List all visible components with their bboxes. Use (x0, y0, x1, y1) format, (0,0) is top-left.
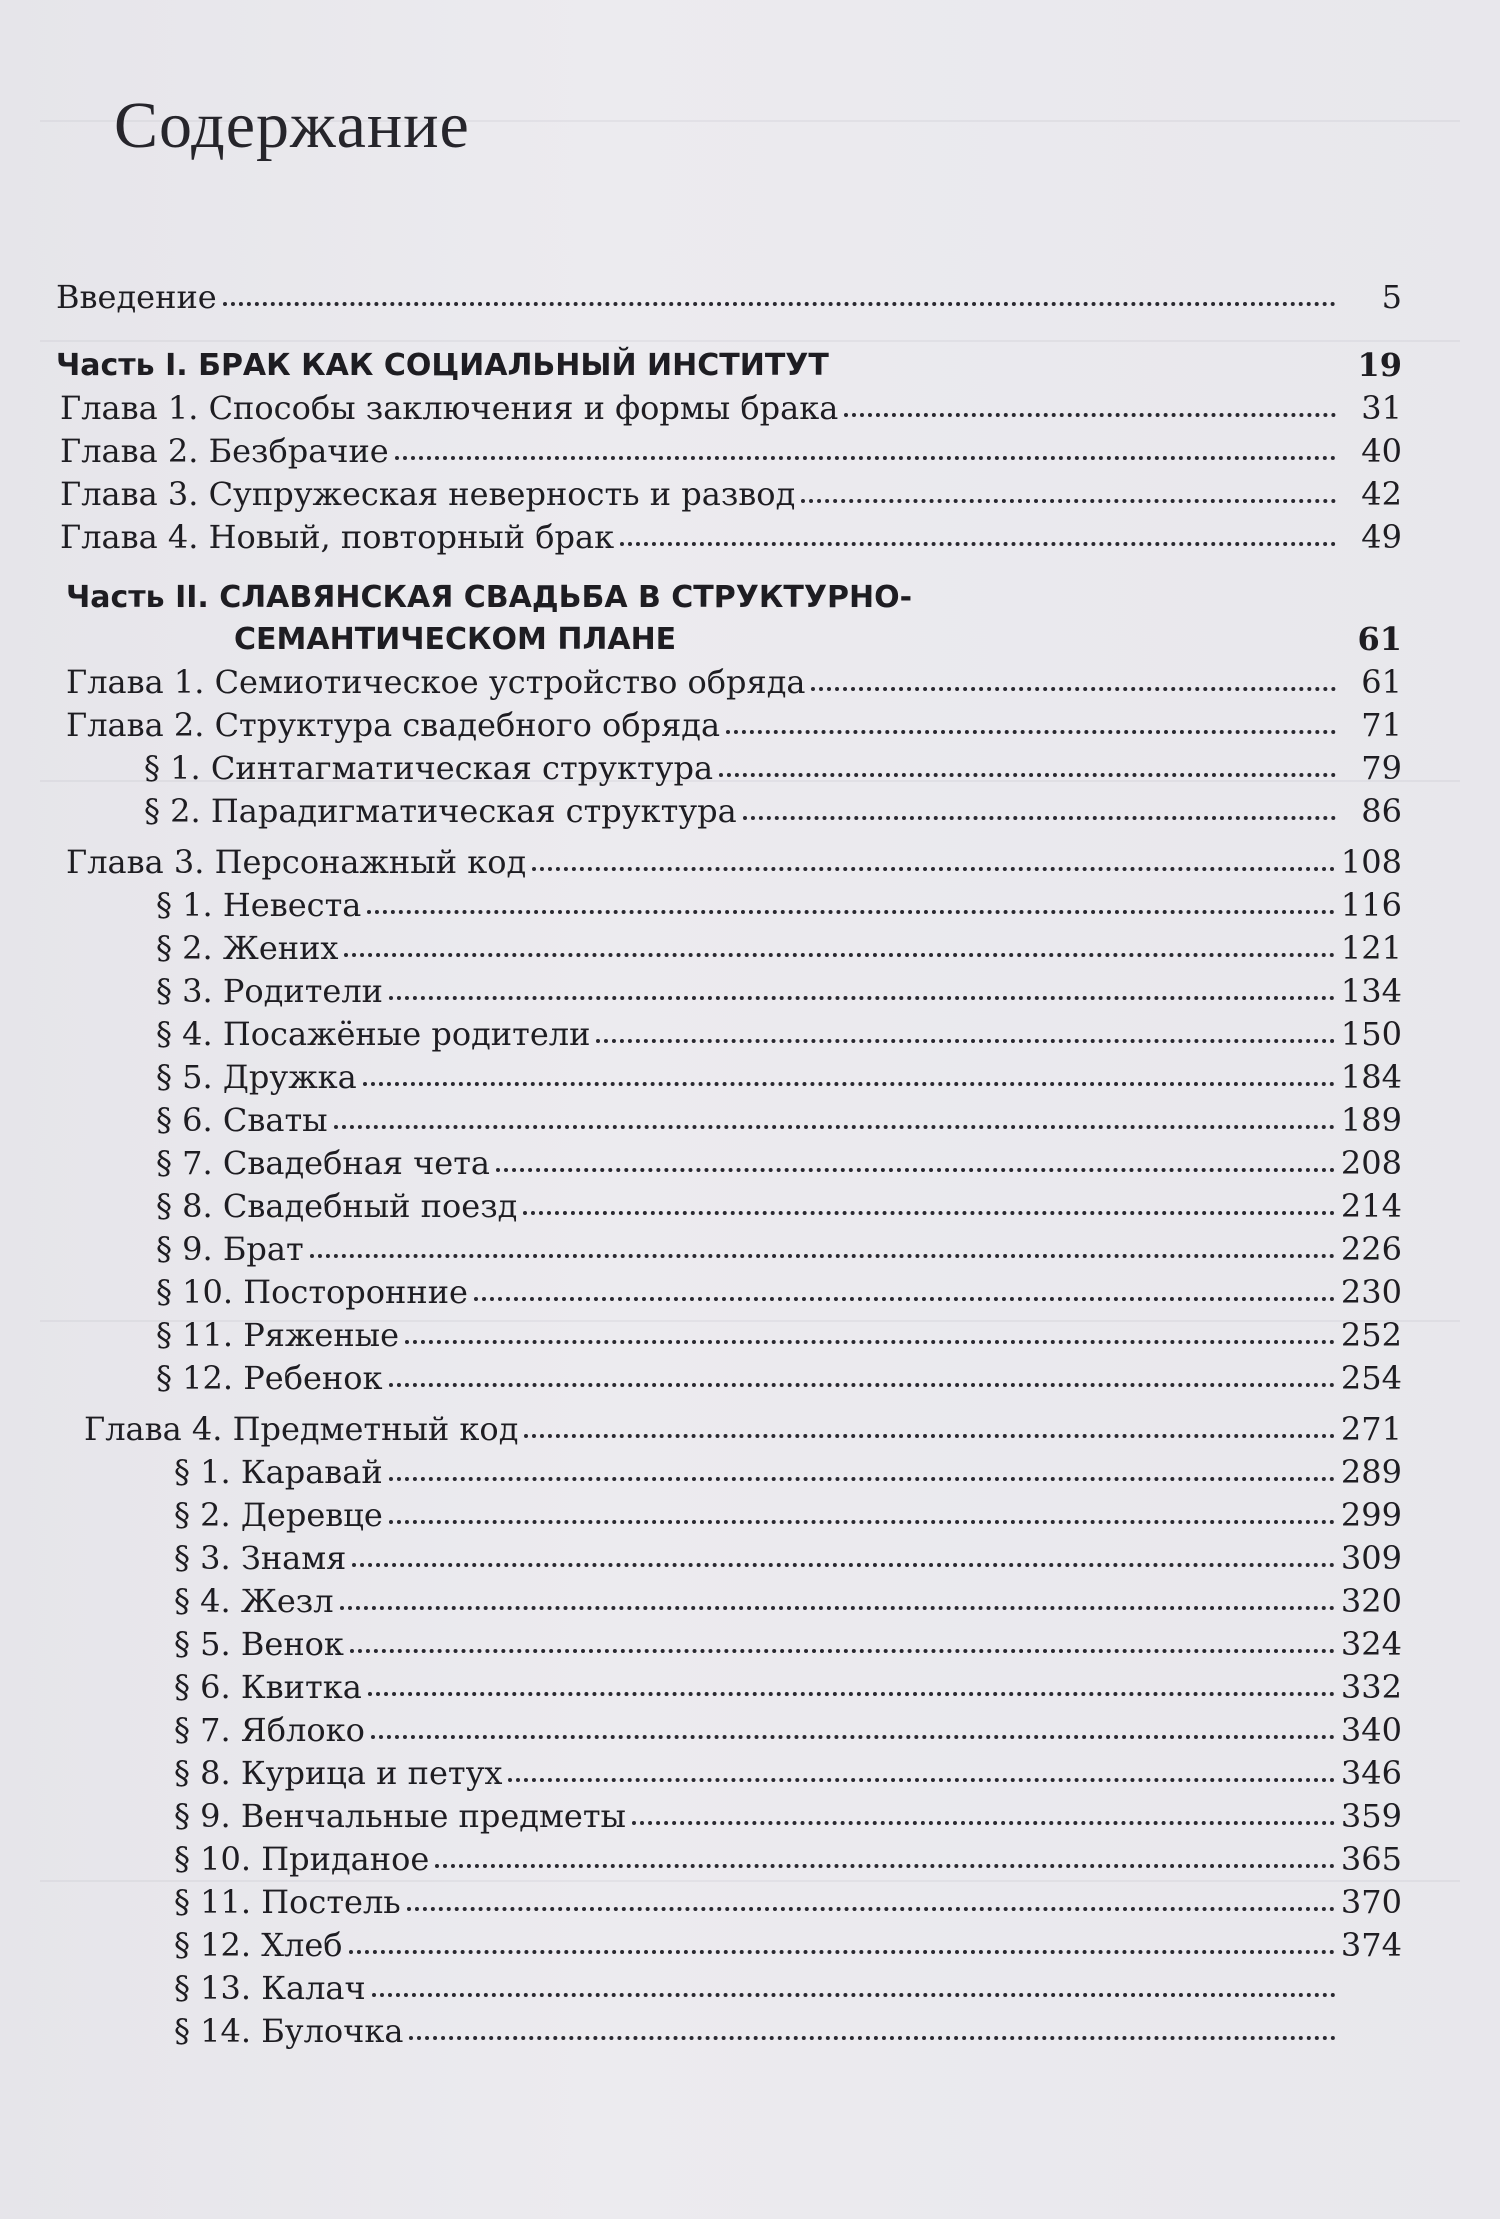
leader-dots (350, 1639, 1335, 1653)
toc-entry-label: § 9. Венчальные предметы (174, 1797, 626, 1835)
toc-entry-label: § 6. Сваты (156, 1101, 328, 1139)
leader-dots (496, 1158, 1335, 1172)
toc-entry-label: Глава 3. Супружеская неверность и развод (60, 475, 796, 513)
toc-entry[interactable] (56, 1967, 1402, 2010)
leader-dots (409, 2026, 1336, 2040)
toc-entry-page: 370 (1340, 1883, 1402, 1921)
chapter-3-sections (56, 884, 1402, 1400)
toc-entry[interactable] (56, 1271, 1402, 1314)
leader-dots (811, 677, 1336, 691)
toc-entry-label: Глава 2. Безбрачие (60, 432, 389, 470)
toc-entry[interactable] (56, 1185, 1402, 1228)
toc-entry-page: 252 (1340, 1316, 1402, 1354)
leader-dots (508, 1768, 1334, 1782)
leader-dots (596, 1029, 1335, 1043)
toc-entry[interactable] (56, 1228, 1402, 1271)
toc-entry-page: 150 (1340, 1015, 1402, 1053)
leader-dots (801, 489, 1336, 503)
leader-dots (223, 292, 1336, 306)
toc-entry-page: 49 (1361, 518, 1402, 556)
toc-entry[interactable] (56, 1752, 1402, 1795)
toc-entry-label: § 3. Знамя (174, 1539, 347, 1577)
toc-entry-label: § 13. Калач (174, 1969, 366, 2007)
toc-entry-label: § 11. Ряженые (156, 1316, 400, 1354)
toc-entry-page: 134 (1340, 972, 1402, 1010)
toc-entry-page: 79 (1361, 749, 1402, 787)
toc-entry-label: § 2. Жених (156, 929, 339, 967)
toc-entry-label: § 8. Курица и петух (174, 1754, 503, 1792)
leader-dots (372, 1983, 1336, 1997)
toc-entry[interactable] (56, 1314, 1402, 1357)
leader-dots (632, 1811, 1335, 1825)
toc-entry-page: 346 (1340, 1754, 1402, 1792)
toc-entry-page: 61 (1361, 663, 1402, 701)
toc-entry-page: 320 (1340, 1582, 1402, 1620)
toc-entry-label: Глава 1. Способы заключения и формы брака (60, 389, 839, 427)
part-title-line-2: СЕМАНТИЧЕСКОМ ПЛАНЕ (234, 622, 677, 657)
toc-entry-page: 5 (1381, 278, 1402, 316)
table-of-contents (56, 276, 1402, 2053)
toc-chapter[interactable] (56, 1408, 1402, 1451)
leader-dots (349, 1940, 1335, 1954)
toc-entry[interactable] (56, 970, 1402, 1013)
toc-entry[interactable] (56, 516, 1402, 559)
toc-entry[interactable] (56, 1795, 1402, 1838)
toc-entry-page: 116 (1340, 886, 1402, 924)
toc-entry-label: § 7. Свадебная чета (156, 1144, 490, 1182)
toc-entry-page: 71 (1361, 706, 1402, 744)
toc-entry-label: § 4. Посажёные родители (156, 1015, 591, 1053)
toc-chapter[interactable] (56, 704, 1402, 747)
leader-dots (395, 446, 1336, 460)
toc-entry[interactable] (56, 790, 1402, 833)
toc-entry-label: § 11. Постель (174, 1883, 401, 1921)
leader-dots (523, 1201, 1335, 1215)
toc-part-2[interactable] (56, 577, 1402, 661)
toc-entry[interactable] (56, 1451, 1402, 1494)
toc-entry[interactable] (56, 1099, 1402, 1142)
toc-entry[interactable] (56, 2010, 1402, 2053)
toc-chapter[interactable] (56, 661, 1402, 704)
toc-entry-label: § 10. Посторонние (156, 1273, 468, 1311)
toc-entry[interactable] (56, 1838, 1402, 1881)
leader-space (682, 634, 1336, 648)
toc-entry-label: § 1. Невеста (156, 886, 362, 924)
toc-entry-page: 121 (1340, 929, 1402, 967)
toc-entry-page: 31 (1361, 389, 1402, 427)
leader-dots (334, 1115, 1335, 1129)
toc-entry-page: 226 (1340, 1230, 1402, 1268)
toc-entry-label: Глава 4. Новый, повторный брак (60, 518, 615, 556)
toc-entry-label: Глава 4. Предметный код (84, 1410, 519, 1448)
toc-entry-page: 189 (1340, 1101, 1402, 1139)
toc-entry-page: 271 (1340, 1410, 1402, 1448)
leader-dots (389, 1510, 1335, 1524)
toc-entry-label: § 4. Жезл (174, 1582, 334, 1620)
leader-dots (389, 986, 1335, 1000)
leader-dots (371, 1725, 1335, 1739)
toc-entry[interactable] (56, 927, 1402, 970)
toc-entry-label: § 2. Деревце (174, 1496, 383, 1534)
toc-entry-page: 230 (1340, 1273, 1402, 1311)
toc-entry[interactable] (56, 1924, 1402, 1967)
toc-entry[interactable] (56, 1623, 1402, 1666)
leader-dots (344, 943, 1334, 957)
toc-entry[interactable] (56, 1013, 1402, 1056)
toc-entry-page: 340 (1340, 1711, 1402, 1749)
toc-entry-page: 108 (1340, 843, 1402, 881)
part-1-chapters (56, 387, 1402, 559)
toc-entry[interactable] (56, 1881, 1402, 1924)
chapter-4-sections (56, 1451, 1402, 2053)
toc-entry-label: § 1. Каравай (174, 1453, 383, 1491)
toc-entry-label: § 6. Квитка (174, 1668, 362, 1706)
toc-entry-label: § 12. Хлеб (174, 1926, 343, 1964)
toc-entry[interactable] (56, 1056, 1402, 1099)
leader-dots (310, 1244, 1335, 1258)
leader-dots (407, 1897, 1335, 1911)
chapter-2-sections (56, 747, 1402, 833)
leader-dots (726, 720, 1336, 734)
toc-chapter[interactable] (56, 841, 1402, 884)
leader-dots (844, 403, 1336, 417)
leader-dots (719, 763, 1336, 777)
toc-entry[interactable] (56, 1666, 1402, 1709)
toc-entry-label: Введение (56, 278, 217, 316)
toc-entry-label: § 14. Булочка (174, 2012, 404, 2050)
toc-entry-page: 184 (1340, 1058, 1402, 1096)
toc-entry[interactable] (56, 1537, 1402, 1580)
toc-entry-label: § 5. Дружка (156, 1058, 357, 1096)
toc-entry-label: § 9. Брат (156, 1230, 304, 1268)
toc-entry-page: 254 (1340, 1359, 1402, 1397)
toc-entry-label: § 12. Ребенок (156, 1359, 383, 1397)
toc-entry-page: 86 (1361, 792, 1402, 830)
toc-entry[interactable] (56, 1494, 1402, 1537)
part-title: Часть I. БРАК КАК СОЦИАЛЬНЫЙ ИНСТИТУТ (56, 348, 829, 383)
toc-entry[interactable] (56, 1142, 1402, 1185)
toc-entry[interactable] (56, 1709, 1402, 1752)
leader-dots (389, 1373, 1335, 1387)
toc-entry[interactable] (56, 1357, 1402, 1400)
toc-entry-page: 359 (1340, 1797, 1402, 1835)
toc-entry-label: § 8. Свадебный поезд (156, 1187, 518, 1225)
leader-dots (389, 1467, 1335, 1481)
toc-entry-page: 40 (1361, 432, 1402, 470)
toc-entry-page: 365 (1340, 1840, 1402, 1878)
leader-dots (532, 857, 1335, 871)
part-title-line-1: Часть II. СЛАВЯНСКАЯ СВАДЬБА В СТРУКТУРНО- (66, 580, 913, 615)
toc-entry[interactable] (56, 473, 1402, 516)
page-title: Содержание (114, 89, 470, 162)
leader-dots (405, 1330, 1335, 1344)
toc-entry-page: 208 (1340, 1144, 1402, 1182)
leader-dots (368, 1682, 1335, 1696)
toc-entry-label: Глава 3. Персонажный код (66, 843, 527, 881)
leader-dots (620, 532, 1336, 546)
toc-entry-page: 61 (1357, 620, 1402, 658)
leader-dots (743, 806, 1336, 820)
toc-entry-label: Глава 1. Семиотическое устройство обряда (66, 663, 806, 701)
leader-dots (435, 1854, 1335, 1868)
toc-entry-page: 289 (1340, 1453, 1402, 1491)
toc-entry-intro[interactable] (56, 276, 1402, 319)
toc-entry-label: § 10. Приданое (174, 1840, 430, 1878)
toc-entry-page: 214 (1340, 1187, 1402, 1225)
leader-dots (524, 1424, 1335, 1438)
toc-entry-page: 324 (1340, 1625, 1402, 1663)
toc-entry[interactable] (56, 1580, 1402, 1623)
toc-entry-page: 299 (1340, 1496, 1402, 1534)
toc-entry-label: Глава 2. Структура свадебного обряда (66, 706, 721, 744)
leader-dots (363, 1072, 1335, 1086)
toc-entry-page: 309 (1340, 1539, 1402, 1577)
toc-entry[interactable] (56, 387, 1402, 430)
toc-entry-page: 42 (1361, 475, 1402, 513)
toc-entry-label: § 7. Яблоко (174, 1711, 365, 1749)
leader-dots (340, 1596, 1335, 1610)
toc-entry-page: 374 (1340, 1926, 1402, 1964)
leader-space (835, 360, 1336, 374)
toc-entry-label: § 1. Синтагматическая структура (144, 749, 714, 787)
toc-entry[interactable] (56, 430, 1402, 473)
toc-entry-label: § 5. Венок (174, 1625, 344, 1663)
toc-part-1[interactable] (56, 337, 1402, 387)
toc-entry-page: 332 (1340, 1668, 1402, 1706)
toc-entry[interactable] (56, 884, 1402, 927)
leader-dots (367, 900, 1335, 914)
leader-dots (352, 1553, 1335, 1567)
toc-entry[interactable] (56, 747, 1402, 790)
toc-entry-label: § 2. Парадигматическая структура (144, 792, 737, 830)
toc-entry-page: 19 (1357, 346, 1402, 384)
toc-entry-label: § 3. Родители (156, 972, 383, 1010)
leader-dots (474, 1287, 1335, 1301)
